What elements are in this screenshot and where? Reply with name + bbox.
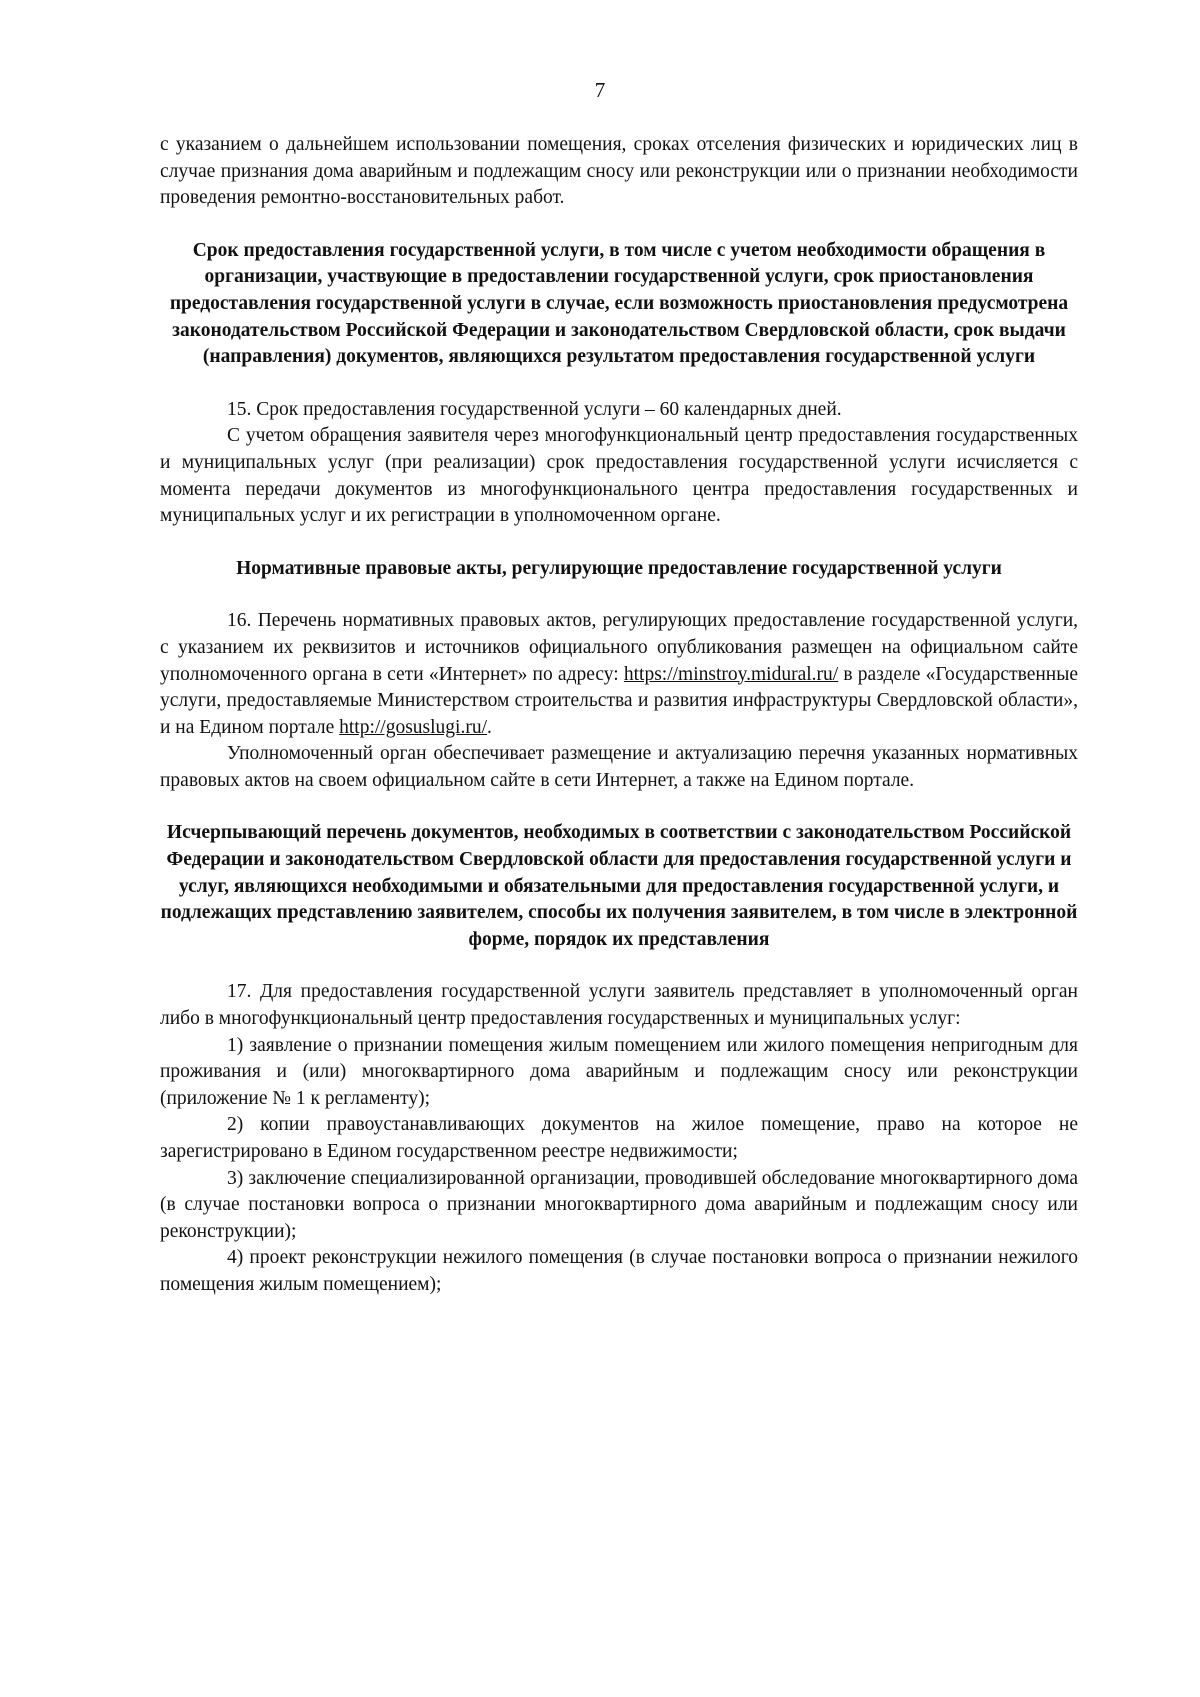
- spacer: [160, 212, 1078, 238]
- paragraph-15: 15. Срок предоставления государственной услуги – 60 календарных дней.: [227, 398, 842, 420]
- paragraph-16-continued: Уполномоченный орган обеспечивает размещение и актуализацию перечня указанных нормативных правовых актов на своем официальном сайте в сети Интернет, а также на Едином портале.: [160, 743, 1078, 791]
- list-item-4: 4) проект реконструкции нежилого помещения (в случае постановки вопроса о признании нежилого помещения жилым помещением);: [160, 1247, 1078, 1295]
- paragraph-16-text-c: .: [487, 716, 492, 738]
- paragraph-17: 17. Для предоставления государственной услуги заявитель представляет в уполномоченный орган либо в многофункциональный центр предоставления государственных и муниципальных услуг:: [160, 981, 1078, 1030]
- spacer: [160, 371, 1078, 397]
- minstroy-link[interactable]: https://minstroy.midural.ru/: [623, 663, 839, 685]
- document-body: [160, 132, 1078, 1299]
- spacer: [160, 582, 1078, 608]
- list-item-1: 1) заявление о признании помещения жилым помещением или жилого помещения непригодным для проживания и (или) многоквартирного дома аварийным и подлежащим сносу или реконструкции (приложение № 1 к регламенту);: [160, 1034, 1078, 1109]
- spacer: [160, 953, 1078, 979]
- list-item-2: 2) копии правоустанавливающих документов на жилое помещение, право на которое не зарегистрировано в Едином государственном реестре недвижимости;: [160, 1114, 1078, 1162]
- list-item-3: 3) заключение специализированной организации, проводившей обследование многоквартирного дома (в случае постановки вопроса о признании многоквартирного дома аварийным и подлежащим сносу или реконструкции);: [160, 1167, 1078, 1242]
- paragraph-16-text-b: в разделе «Государственные услуги, предоставляемые Министерством строительства и развития инфраструктуры Свердловской области», и на Едином портале: [160, 663, 1078, 738]
- spacer: [160, 794, 1078, 820]
- heading-normative-acts: Нормативные правовые акты, регулирующие предоставление государственной услуги: [236, 557, 1002, 579]
- paragraph-16-text-a: 16. Перечень нормативных правовых актов, регулирующих предоставление государственной услуги, с указанием их реквизитов и источников официального опубликования размещен на официальном сайте уполномоченного органа в сети «Интернет» по адресу:: [160, 610, 1078, 685]
- spacer: [160, 530, 1078, 556]
- heading-documents-list: Исчерпывающий перечень документов, необходимых в соответствии с законодательством Российской Федерации и законодательством Свердловской области для предоставления государственной услуги и услуг, являющихся необходимыми и обязательными для предоставления государственной услуги, и подлежащих представлению заявителем, способы их получения заявителем, в том числе в электронной форме, порядок их представления: [160, 822, 1078, 950]
- paragraph-16: [160, 608, 1078, 741]
- paragraph-15-continued: С учетом обращения заявителя через многофункциональный центр предоставления государственных и муниципальных услуг (при реализации) срок предоставления государственной услуги исчисляется с момента передачи документов из многофункционального центра предоставления государственных и муниципальных услуг и их регистрации в уполномоченном органе.: [160, 425, 1078, 527]
- paragraph-intro: с указанием о дальнейшем использовании помещения, сроках отселения физических и юридических лиц в случае признания дома аварийным и подлежащим сносу или реконструкции или о признании необходимости проведения ремонтно-восстановительных работ.: [160, 134, 1078, 209]
- gosuslugi-link[interactable]: http://gosuslugi.ru/: [339, 716, 487, 738]
- heading-service-term: Срок предоставления государственной услуги, в том числе с учетом необходимости обращения в организации, участвующие в предоставлении государственной услуги, срок приостановления предоставления государственной услуги в случае, если возможность приостановления предусмотрена законодательством Российской Федерации и законодательством Свердловской области, срок выдачи (направления) документов, являющихся результатом предоставления государственной услуги: [169, 239, 1069, 368]
- page-number: 7: [594, 78, 606, 102]
